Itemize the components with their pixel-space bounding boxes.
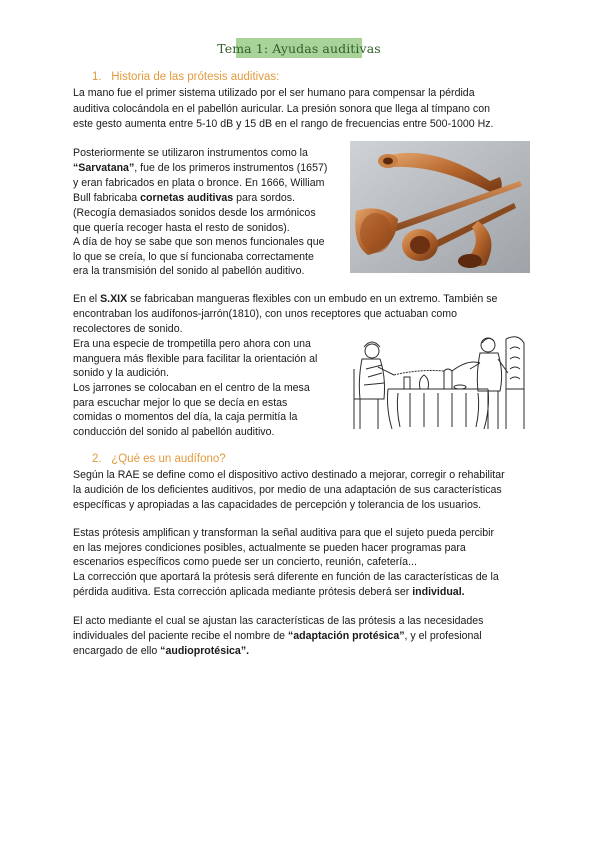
section1-number: 1. — [92, 71, 102, 83]
dinner-ear-vase-illustration — [348, 329, 530, 431]
s2-p2-line: Estas prótesis amplifican y transforman la señal auditiva para que el sujeto pueda percibir — [73, 527, 495, 539]
s2-p2-line: La corrección que aportará la prótesis será diferente en función de las características de la — [73, 571, 499, 583]
s1-p3-line: Los jarrones se colocaban en el centro de la mesa — [73, 382, 310, 394]
s1-p2-line: que quería recoger hasta el resto de sonidos). — [73, 222, 290, 234]
s1-p2-line: A día de hoy se sabe que son menos funcionales que — [73, 236, 325, 248]
section2-title: ¿Qué es un audífono? — [111, 453, 226, 465]
section1-heading — [92, 71, 279, 83]
s1-p2-line: y eran fabricados en plata o bronce. En 1666, William — [73, 177, 325, 189]
s2-p1-line: la audición de los deficientes auditivos, por medio de una adaptación de sus características — [73, 484, 502, 496]
sxix-term: S.XIX — [100, 293, 128, 305]
s1-p2-line: Posteriormente se utilizaron instrumentos como la — [73, 147, 308, 159]
section1-title: Historia de las prótesis auditivas: — [111, 71, 280, 83]
audioprotesica-term: “audioprotésica”. — [160, 645, 250, 657]
section2-heading — [92, 453, 226, 465]
s1-p1-line: este gesto aumenta entre 5-10 dB y 15 dB en el rango de frecuencias entre 500-1000 Hz. — [73, 118, 494, 130]
sarvatana-term: “Sarvatana” — [73, 162, 135, 174]
s1-p2-line: (Recogía demasiados sonidos desde los armónicos — [73, 207, 316, 219]
s2-p1-line: Según la RAE se define como el dispositivo activo destinado a mejorar, corregir o rehabilitar — [73, 469, 505, 481]
s1-p3-line: recolectores de sonido. — [73, 323, 183, 335]
s1-p3-line: En el S.XIX se fabricaban mangueras flexibles con un embudo en un extremo. También se — [73, 293, 498, 305]
s1-p3-line: conducción del sonido al pabellón auditivo. — [73, 426, 275, 438]
ear-trumpets-photo — [350, 141, 530, 273]
s1-p3-line: encontraban los audífonos-jarrón(1810), con unos receptores que actuaban como — [73, 308, 457, 320]
s1-p2-line: era la transmisión del sonido al pabellón auditivo. — [73, 265, 305, 277]
s1-p3-line: sonido y la audición. — [73, 367, 169, 379]
adaptacion-term: “adaptación protésica” — [287, 630, 405, 642]
s1-p1-line: La mano fue el primer sistema utilizado por el ser humano para compensar la pérdida — [73, 87, 475, 99]
s1-p2-line: lo que se creía, lo que sí funcionaba correctamente — [73, 251, 314, 263]
s2-p2-line: escenarios específicos como puede ser un concierto, reunión, cafetería... — [73, 556, 417, 568]
s1-p1-line: auditiva colocándola en el pabellón auricular. La presión sonora que llega al tímpano con — [73, 103, 490, 115]
s1-p3-line: manguera más flexible para facilitar la orientación al — [73, 353, 318, 365]
s2-p3-line: El acto mediante el cual se ajustan las características de las prótesis a las necesidades — [73, 615, 484, 627]
s1-p3-line: para escuchar mejor lo que se decía en estas — [73, 397, 288, 409]
s1-p2-line: “Sarvatana”, fue de los primeros instrumentos (1657) — [73, 162, 328, 174]
section2-number: 2. — [92, 453, 102, 465]
s2-p1-line: específicas y apropiadas a las capacidades de percepción y tolerancia de los usuarios. — [73, 499, 482, 511]
individual-term: individual. — [412, 586, 465, 598]
s2-p3-line: encargado de ello “audioprotésica”. — [73, 645, 250, 657]
s2-p2-line: pérdida auditiva. Esta corrección aplicada mediante prótesis deberá ser individual. — [73, 586, 465, 598]
s1-p3-line: Era una especie de trompetilla pero ahora con una — [73, 338, 311, 350]
s2-p3-line: individuales del paciente recibe el nombre de “adaptación protésica”, y el profesional — [73, 630, 482, 642]
s2-p2-line: en las mejores condiciones posibles, actualmente se pueden hacer programas para — [73, 542, 466, 554]
cornetas-term: cornetas auditivas — [140, 192, 234, 204]
s1-p2-line: Bull fabricaba cornetas auditivas para sordos. — [73, 192, 296, 204]
page-title: Tema 1: Ayudas auditivas — [236, 38, 362, 58]
s1-p3-line: comidas o momentos del día, la caja permitía la — [73, 411, 298, 423]
